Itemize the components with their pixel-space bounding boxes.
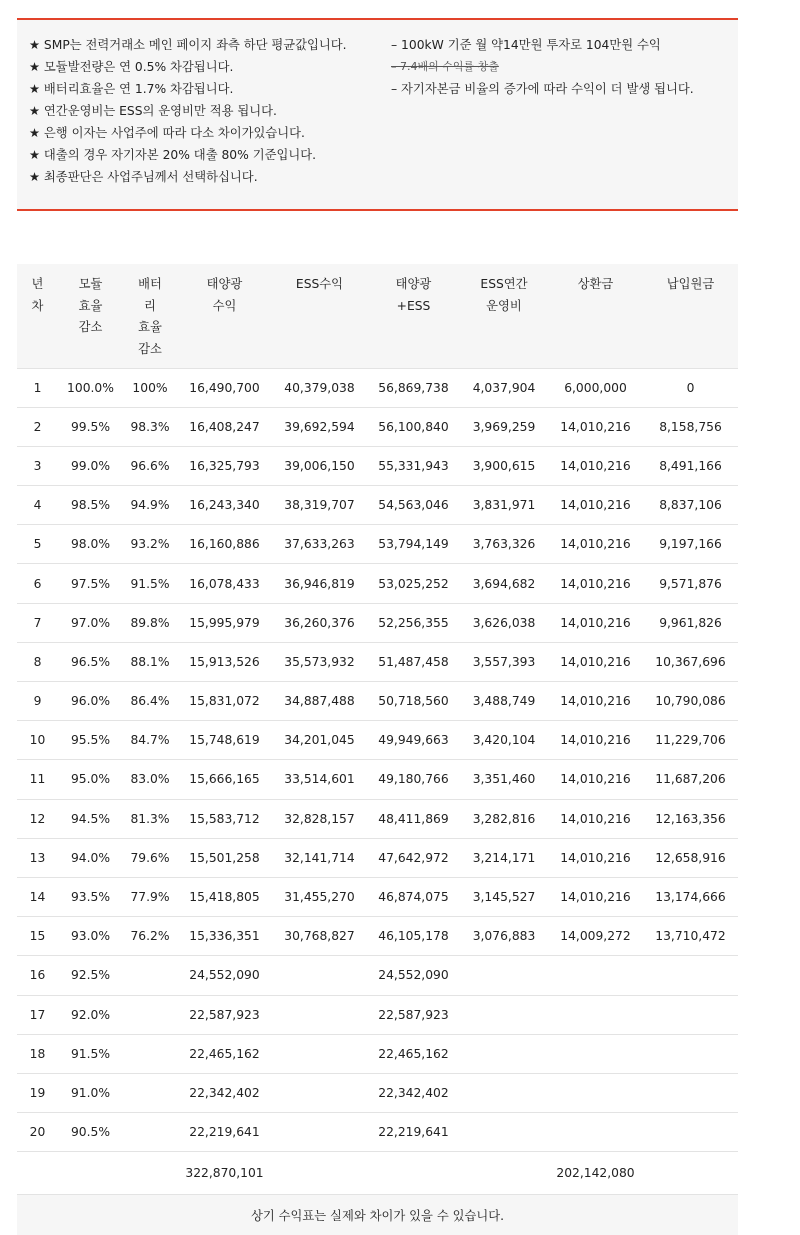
table-row: [17, 760, 738, 799]
notes-box: [17, 18, 738, 211]
table-cell: 35,573,932: [272, 642, 367, 681]
table-cell: 3,900,615: [460, 446, 548, 485]
table-row: [17, 1113, 738, 1152]
table-cell: [548, 1113, 643, 1152]
table-cell: 22,342,402: [177, 1073, 272, 1112]
table-cell: 94.0%: [58, 838, 123, 877]
table-row: [17, 1073, 738, 1112]
table-row: [17, 603, 738, 642]
column-header-line: 태양광: [395, 277, 432, 291]
table-cell: 16,243,340: [177, 486, 272, 525]
table-cell: [460, 1073, 548, 1112]
table-cell: [460, 956, 548, 995]
table-cell: [548, 956, 643, 995]
table-cell: 94.9%: [123, 486, 177, 525]
table-cell: 36,260,376: [272, 603, 367, 642]
table-cell: 8: [17, 642, 58, 681]
column-header: [123, 264, 177, 368]
table-cell: 3,420,104: [460, 721, 548, 760]
column-header: [17, 264, 58, 368]
table-cell: 12,163,356: [643, 799, 738, 838]
column-header-line: 태양광: [206, 277, 243, 291]
total-cell: [367, 1152, 460, 1195]
table-cell: 96.5%: [58, 642, 123, 681]
column-header: [460, 264, 548, 368]
table-cell: 96.0%: [58, 682, 123, 721]
table-cell: 7: [17, 603, 58, 642]
table-cell: 100.0%: [58, 368, 123, 407]
table-cell: 10: [17, 721, 58, 760]
table-cell: 17: [17, 995, 58, 1034]
disclaimer-text: 상기 수익표는 실제와 차이가 있을 수 있습니다.: [17, 1195, 738, 1235]
table-cell: 3,557,393: [460, 642, 548, 681]
table-cell: 98.5%: [58, 486, 123, 525]
notes-left-list: [29, 34, 374, 188]
table-cell: 15,666,165: [177, 760, 272, 799]
table-cell: 49,949,663: [367, 721, 460, 760]
table-cell: 93.2%: [123, 525, 177, 564]
table-cell: 13,174,666: [643, 877, 738, 916]
table-row: [17, 407, 738, 446]
table-cell: 32,828,157: [272, 799, 367, 838]
table-cell: 14,010,216: [548, 603, 643, 642]
table-row: [17, 525, 738, 564]
column-header: [272, 264, 367, 368]
table-row: [17, 877, 738, 916]
note-item: – 자기자본금 비율의 증가에 따라 수익이 더 발생 됩니다.: [391, 82, 694, 96]
table-cell: 24,552,090: [367, 956, 460, 995]
table-cell: 8,837,106: [643, 486, 738, 525]
table-cell: 48,411,869: [367, 799, 460, 838]
table-cell: 95.5%: [58, 721, 123, 760]
table-cell: [272, 1034, 367, 1073]
table-cell: 56,869,738: [367, 368, 460, 407]
table-cell: [643, 1034, 738, 1073]
table-cell: 91.5%: [123, 564, 177, 603]
revenue-table: [17, 264, 738, 1235]
table-cell: [272, 956, 367, 995]
table-cell: 5: [17, 525, 58, 564]
table-cell: 47,642,972: [367, 838, 460, 877]
column-header-line: ESS연간: [480, 277, 528, 291]
table-cell: 52,256,355: [367, 603, 460, 642]
table-cell: 3,282,816: [460, 799, 548, 838]
table-cell: 31,455,270: [272, 877, 367, 916]
column-header: [58, 264, 123, 368]
table-cell: 38,319,707: [272, 486, 367, 525]
table-cell: 9,571,876: [643, 564, 738, 603]
table-cell: 14,010,216: [548, 838, 643, 877]
table-cell: 14,009,272: [548, 917, 643, 956]
table-cell: 53,025,252: [367, 564, 460, 603]
table-cell: 14,010,216: [548, 760, 643, 799]
table-cell: 96.6%: [123, 446, 177, 485]
table-row: [17, 995, 738, 1034]
total-cell: [460, 1152, 548, 1195]
table-cell: 3,763,326: [460, 525, 548, 564]
table-cell: 12: [17, 799, 58, 838]
table-footer-row: [17, 1195, 738, 1235]
table-cell: 77.9%: [123, 877, 177, 916]
table-cell: 1: [17, 368, 58, 407]
total-cell: [643, 1152, 738, 1195]
column-header-line: 상환금: [577, 277, 614, 291]
column-header-line: 수익: [212, 298, 237, 313]
table-cell: 91.0%: [58, 1073, 123, 1112]
column-header-line: 모듈: [78, 277, 103, 291]
column-header-line: 차: [31, 298, 44, 313]
column-header: [177, 264, 272, 368]
table-cell: 15,336,351: [177, 917, 272, 956]
table-cell: 3,145,527: [460, 877, 548, 916]
table-cell: [643, 956, 738, 995]
table-cell: 6: [17, 564, 58, 603]
table-cell: 14,010,216: [548, 642, 643, 681]
table-row: [17, 564, 738, 603]
table-cell: 90.5%: [58, 1113, 123, 1152]
table-cell: 51,487,458: [367, 642, 460, 681]
table-row: [17, 721, 738, 760]
table-cell: 97.5%: [58, 564, 123, 603]
table-cell: 14,010,216: [548, 682, 643, 721]
table-cell: [643, 995, 738, 1034]
table-cell: 14: [17, 877, 58, 916]
table-cell: [548, 1073, 643, 1112]
table-cell: 89.8%: [123, 603, 177, 642]
table-cell: 92.0%: [58, 995, 123, 1034]
table-cell: 3,969,259: [460, 407, 548, 446]
table-cell: 11,687,206: [643, 760, 738, 799]
table-cell: 22,587,923: [367, 995, 460, 1034]
table-cell: 12,658,916: [643, 838, 738, 877]
table-cell: 30,768,827: [272, 917, 367, 956]
table-cell: 15,831,072: [177, 682, 272, 721]
table-cell: 81.3%: [123, 799, 177, 838]
column-header-line: 효율: [78, 298, 103, 313]
table-cell: 34,201,045: [272, 721, 367, 760]
table-cell: 3,694,682: [460, 564, 548, 603]
table-total-row: [17, 1152, 738, 1195]
table-cell: [460, 1034, 548, 1073]
table-cell: [548, 995, 643, 1034]
table-cell: 6,000,000: [548, 368, 643, 407]
table-row: [17, 799, 738, 838]
column-header: [643, 264, 738, 368]
table-cell: 9,197,166: [643, 525, 738, 564]
table-cell: 94.5%: [58, 799, 123, 838]
table-cell: 97.0%: [58, 603, 123, 642]
table-cell: 24,552,090: [177, 956, 272, 995]
table-cell: 22,465,162: [367, 1034, 460, 1073]
note-item: ★ 연간운영비는 ESS의 운영비만 적용 됩니다.: [29, 104, 277, 118]
table-body: [17, 368, 738, 1235]
column-header-line: 효율: [138, 320, 162, 334]
table-cell: 22,219,641: [177, 1113, 272, 1152]
column-header: [367, 264, 460, 368]
table-cell: 22,587,923: [177, 995, 272, 1034]
table-cell: 39,692,594: [272, 407, 367, 446]
table-row: [17, 446, 738, 485]
column-header-line: 감소: [78, 320, 103, 334]
table-cell: 79.6%: [123, 838, 177, 877]
table-cell: 39,006,150: [272, 446, 367, 485]
table-cell: 91.5%: [58, 1034, 123, 1073]
table-cell: 14,010,216: [548, 407, 643, 446]
table-cell: 3,626,038: [460, 603, 548, 642]
table-cell: 0: [643, 368, 738, 407]
table-cell: 3,076,883: [460, 917, 548, 956]
table-cell: 11: [17, 760, 58, 799]
table-cell: 46,874,075: [367, 877, 460, 916]
column-header-line: ESS수익: [295, 277, 344, 291]
table-cell: 83.0%: [123, 760, 177, 799]
table-cell: 13,710,472: [643, 917, 738, 956]
table-cell: 3: [17, 446, 58, 485]
table-cell: 16: [17, 956, 58, 995]
column-header-line: 리: [144, 298, 156, 313]
table-cell: [123, 956, 177, 995]
total-cell: 322,870,101: [177, 1152, 272, 1195]
table-cell: 22,219,641: [367, 1113, 460, 1152]
table-cell: 54,563,046: [367, 486, 460, 525]
table-cell: 15,583,712: [177, 799, 272, 838]
table-row: [17, 838, 738, 877]
table-cell: 99.0%: [58, 446, 123, 485]
table-row: [17, 1034, 738, 1073]
table-row: [17, 486, 738, 525]
table-cell: 14,010,216: [548, 721, 643, 760]
table-cell: 33,514,601: [272, 760, 367, 799]
table-cell: 84.7%: [123, 721, 177, 760]
table-cell: 14,010,216: [548, 799, 643, 838]
column-header-line: +ESS: [396, 298, 431, 313]
table-cell: 16,160,886: [177, 525, 272, 564]
table-cell: 37,633,263: [272, 525, 367, 564]
total-cell: [272, 1152, 367, 1195]
note-item: ★ 배터리효율은 연 1.7% 차감됩니다.: [29, 82, 234, 96]
table-cell: [123, 1073, 177, 1112]
table-cell: 15,913,526: [177, 642, 272, 681]
table-cell: 92.5%: [58, 956, 123, 995]
table-row: [17, 642, 738, 681]
table-header-row: [17, 264, 738, 368]
note-item: ★ 최종판단은 사업주님께서 선택하십니다.: [29, 170, 258, 184]
table-cell: 4: [17, 486, 58, 525]
table-cell: 10,790,086: [643, 682, 738, 721]
table-cell: 3,214,171: [460, 838, 548, 877]
table-cell: 13: [17, 838, 58, 877]
column-header-line: 납입원금: [666, 277, 715, 291]
table-row: [17, 368, 738, 407]
table-cell: 14,010,216: [548, 525, 643, 564]
table-cell: [460, 1113, 548, 1152]
table-cell: 32,141,714: [272, 838, 367, 877]
table-cell: 95.0%: [58, 760, 123, 799]
table-cell: 8,158,756: [643, 407, 738, 446]
table-cell: 9,961,826: [643, 603, 738, 642]
table-cell: 10,367,696: [643, 642, 738, 681]
table-cell: 34,887,488: [272, 682, 367, 721]
table-cell: 15,995,979: [177, 603, 272, 642]
table-cell: 15,501,258: [177, 838, 272, 877]
table-cell: [272, 1113, 367, 1152]
table-cell: 98.3%: [123, 407, 177, 446]
table-cell: 99.5%: [58, 407, 123, 446]
table-cell: 3,488,749: [460, 682, 548, 721]
note-item: ★ SMP는 전력거래소 메인 페이지 좌측 하단 평균값입니다.: [29, 38, 347, 52]
table-cell: [643, 1113, 738, 1152]
table-cell: 15: [17, 917, 58, 956]
table-cell: 40,379,038: [272, 368, 367, 407]
table-cell: 98.0%: [58, 525, 123, 564]
total-cell: [58, 1152, 123, 1195]
table-cell: [548, 1034, 643, 1073]
table-cell: [123, 1113, 177, 1152]
table-cell: 14,010,216: [548, 486, 643, 525]
table-cell: 55,331,943: [367, 446, 460, 485]
table-cell: [123, 1034, 177, 1073]
table-cell: [643, 1073, 738, 1112]
column-header: [548, 264, 643, 368]
table-cell: 16,078,433: [177, 564, 272, 603]
table-cell: 16,490,700: [177, 368, 272, 407]
table-cell: [272, 1073, 367, 1112]
table-cell: 19: [17, 1073, 58, 1112]
note-item-strikethrough: – 7.4배의 수익률 창출: [391, 60, 499, 73]
table-cell: 56,100,840: [367, 407, 460, 446]
column-header-line: 배터: [138, 277, 162, 291]
table-cell: 86.4%: [123, 682, 177, 721]
table-cell: 49,180,766: [367, 760, 460, 799]
table-cell: 8,491,166: [643, 446, 738, 485]
table-cell: 100%: [123, 368, 177, 407]
table-cell: 16,408,247: [177, 407, 272, 446]
table-cell: 93.0%: [58, 917, 123, 956]
table-cell: 20: [17, 1113, 58, 1152]
table-cell: 18: [17, 1034, 58, 1073]
column-header-line: 감소: [138, 341, 162, 356]
table-cell: [460, 995, 548, 1034]
table-cell: 4,037,904: [460, 368, 548, 407]
column-header-line: 년: [31, 277, 44, 291]
table-cell: 88.1%: [123, 642, 177, 681]
table-cell: 46,105,178: [367, 917, 460, 956]
table-cell: 14,010,216: [548, 877, 643, 916]
total-cell: 202,142,080: [548, 1152, 643, 1195]
table-cell: [123, 995, 177, 1034]
note-item: ★ 대출의 경우 자기자본 20% 대출 80% 기준입니다.: [29, 148, 317, 162]
table-cell: 9: [17, 682, 58, 721]
table-row: [17, 917, 738, 956]
table-row: [17, 682, 738, 721]
table-cell: 22,465,162: [177, 1034, 272, 1073]
total-cell: [17, 1152, 58, 1195]
table-cell: 15,748,619: [177, 721, 272, 760]
table-cell: 53,794,149: [367, 525, 460, 564]
table-cell: 93.5%: [58, 877, 123, 916]
table-cell: 14,010,216: [548, 446, 643, 485]
table-cell: 3,831,971: [460, 486, 548, 525]
note-item: ★ 은행 이자는 사업주에 따라 다소 차이가있습니다.: [29, 126, 305, 140]
table-cell: 36,946,819: [272, 564, 367, 603]
table-cell: 76.2%: [123, 917, 177, 956]
column-header-line: 운영비: [486, 298, 522, 313]
note-item: ★ 모듈발전량은 연 0.5% 차감됩니다.: [29, 60, 234, 74]
table-cell: 16,325,793: [177, 446, 272, 485]
total-cell: [123, 1152, 177, 1195]
table-cell: 15,418,805: [177, 877, 272, 916]
table-cell: 22,342,402: [367, 1073, 460, 1112]
table-row: [17, 956, 738, 995]
table-cell: 3,351,460: [460, 760, 548, 799]
notes-right-list: [391, 34, 731, 100]
table-cell: 2: [17, 407, 58, 446]
table-cell: [272, 995, 367, 1034]
table-cell: 14,010,216: [548, 564, 643, 603]
table-cell: 11,229,706: [643, 721, 738, 760]
note-item: – 100kW 기준 월 약14만원 투자로 104만원 수익: [391, 38, 661, 52]
table-cell: 50,718,560: [367, 682, 460, 721]
